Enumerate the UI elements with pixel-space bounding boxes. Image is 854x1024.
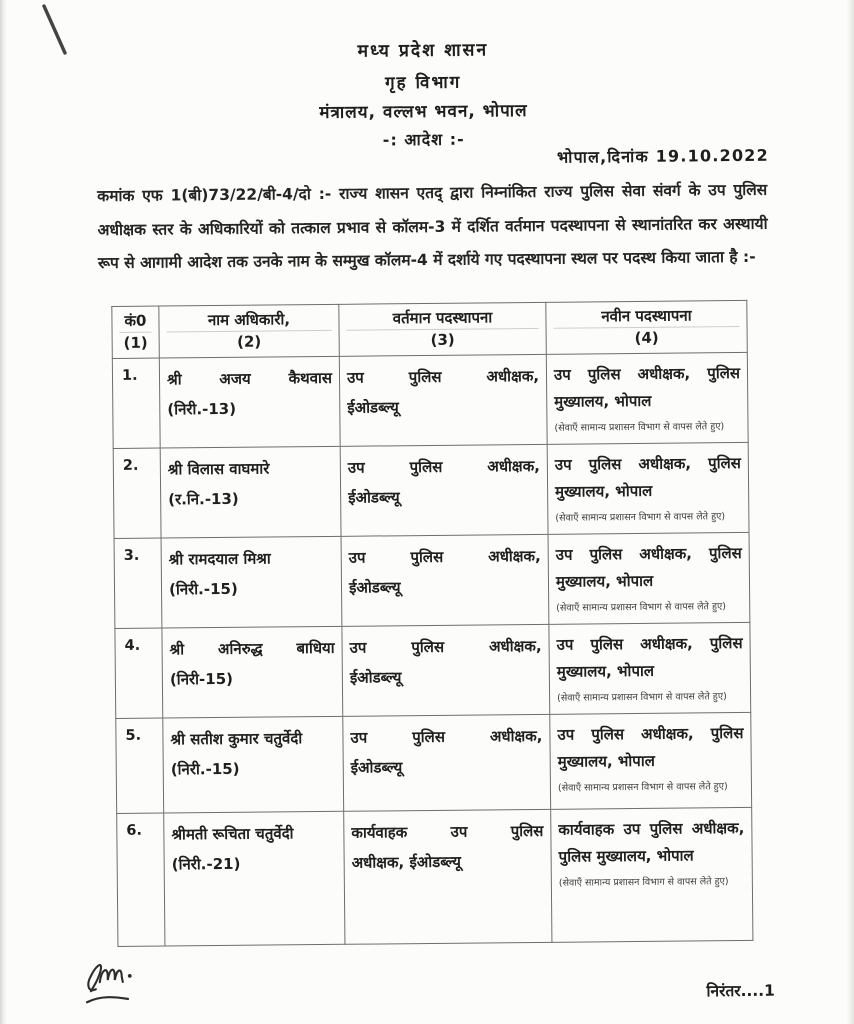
place-date-line: भोपाल,दिनांक 19.10.2022	[556, 145, 769, 167]
new-posting: उप पुलिस अधीक्षक, पुलिस मुख्यालय, भोपाल	[555, 543, 742, 591]
cell-new-posting	[550, 712, 752, 809]
cell-current-posting	[342, 624, 550, 716]
header-new-num: (4)	[634, 328, 659, 348]
header-name	[159, 304, 339, 358]
officer-name: श्री रामदयाल मिश्रा	[168, 549, 271, 569]
postings-table	[111, 300, 753, 947]
current-posting-line1: कार्यवाहक उप पुलिस	[351, 821, 544, 842]
table-row	[113, 442, 749, 538]
current-posting-line2: ईओडब्ल्यू	[349, 668, 402, 687]
cell-current-posting	[341, 534, 549, 626]
current-posting-line2: ईओडब्ल्यू	[348, 488, 400, 507]
header-new-posting	[546, 300, 747, 354]
new-posting: कार्यवाहक उप पुलिस अधीक्षक, पुलिस मुख्यालय, भोपाल	[558, 818, 745, 866]
officer-rank: (निरी.-13)	[167, 399, 237, 419]
cell-sno: 4.	[115, 628, 163, 718]
new-posting-note: (सेवाएँ सामान्य प्रशासन विभाग से वापस लेते हुए)	[554, 421, 725, 434]
continuation-label: निरंतर....1	[706, 981, 776, 1001]
cell-sno: 3.	[114, 538, 162, 628]
cell-new-posting	[547, 442, 749, 534]
new-posting: उप पुलिस अधीक्षक, पुलिस मुख्यालय, भोपाल	[553, 363, 741, 411]
table-row	[112, 352, 748, 448]
cell-name	[159, 356, 340, 448]
current-posting-line1: उप पुलिस अधीक्षक,	[348, 546, 541, 567]
cell-name	[163, 716, 344, 813]
new-posting: उप पुलिस अधीक्षक, पुलिस मुख्यालय, भोपाल	[556, 633, 743, 681]
new-posting: उप पुलिस अधीक्षक, पुलिस मुख्यालय, भोपाल	[554, 453, 741, 501]
new-posting-note: (सेवाएँ सामान्य प्रशासन विभाग से वापस लेते हुए)	[558, 876, 729, 889]
header-sno	[112, 306, 159, 358]
cell-sno: 5.	[116, 718, 164, 813]
new-posting-note: (सेवाएँ सामान्य प्रशासन विभाग से वापस लेते हुए)	[556, 601, 726, 614]
officer-name: श्री सतीश कुमार चतुर्वेदी	[170, 729, 303, 749]
current-posting-line2: ईओडब्ल्यू	[350, 758, 403, 777]
current-posting-line2: ईओडब्ल्यू	[347, 398, 399, 417]
officer-rank: (निरी-15)	[169, 669, 234, 689]
new-posting-note: (सेवाएँ सामान्य प्रशासन विभाग से वापस लेते हुए)	[557, 691, 727, 704]
cell-sno: 6.	[117, 813, 165, 946]
cell-sno: 1.	[112, 358, 160, 448]
current-posting-line1: उप पुलिस अधीक्षक,	[347, 456, 540, 477]
officer-rank: (निरी.-15)	[170, 759, 240, 779]
officer-name: श्री अनिरुद्ध बाधिया	[169, 638, 335, 659]
officer-rank: (र.नि.-13)	[168, 489, 239, 509]
current-posting-line1: उप पुलिस अधीक्षक,	[346, 366, 540, 387]
current-posting-line2: ईओडब्ल्यू	[348, 578, 401, 597]
new-posting-note: (सेवाएँ सामान्य प्रशासन विभाग से वापस लेते हुए)	[555, 511, 726, 524]
header-name-num: (2)	[237, 332, 262, 351]
table-header-row	[112, 300, 747, 358]
officer-name: श्रीमती रूचिता चतुर्वेदी	[171, 824, 294, 844]
cell-new-posting	[551, 807, 753, 942]
table-row	[114, 532, 750, 628]
officer-name: श्री अजय कैथवास	[166, 368, 333, 389]
cell-sno: 2.	[113, 448, 161, 538]
header-sno-title: कं0	[119, 310, 151, 333]
current-posting-line2: अधीक्षक, ईओडब्ल्यू	[351, 852, 462, 872]
cell-name	[162, 626, 343, 718]
officer-rank: (निरी.-21)	[171, 854, 241, 874]
officer-name: श्री विलास वाघमारे	[167, 459, 270, 479]
officer-rank: (निरी.-15)	[168, 579, 238, 599]
current-posting-line1: उप पुलिस अधीक्षक,	[350, 726, 543, 747]
new-posting-note: (सेवाएँ सामान्य प्रशासन विभाग से वापस लेते हुए)	[557, 781, 728, 794]
header-new-title: नवीन पदस्थापना	[553, 304, 739, 329]
cell-current-posting	[339, 354, 547, 446]
header-name-title: नाम अधिकारी,	[166, 308, 331, 333]
header-current-posting	[339, 302, 546, 356]
cell-name	[160, 446, 341, 538]
cell-new-posting	[549, 622, 751, 714]
table-row	[116, 712, 752, 813]
table-row	[117, 807, 753, 946]
cell-current-posting	[344, 809, 552, 944]
header-current-title: वर्तमान पदस्थापना	[346, 306, 538, 331]
address-line: मंत्रालय, वल्लभ भवन, भोपाल	[319, 101, 528, 124]
table-row	[115, 622, 751, 718]
cell-name	[161, 536, 342, 628]
department-title: गृह विभाग	[384, 72, 462, 94]
order-paragraph: कमांक एफ 1(बी)73/22/बी-4/दो :- राज्य शासन एतद् द्वारा निम्नांकित राज्य पुलिस सेवा संवर्ग के उप पुलिस अधीक्षक स्तर के अधिकारियों को तत्काल प्रभाव से कॉलम-3 में दर्शित वर्तमान पदस्थापना से स्थानांतरित कर अस्थायी रूप से आगामी आदेश तक उनके नाम के सम्मुख कॉलम-4 में दर्शाये गए पदस्थापना स्थल पर पदस्थ किया जाता है :-	[97, 180, 768, 273]
signature-scribble-icon	[83, 953, 168, 1012]
cell-current-posting	[343, 714, 551, 811]
header-current-num: (3)	[430, 330, 455, 349]
current-posting-line1: उप पुलिस अधीक्षक,	[349, 636, 542, 657]
cell-name	[164, 811, 345, 946]
cell-current-posting	[340, 444, 548, 536]
cell-new-posting	[548, 532, 750, 624]
cell-new-posting	[546, 352, 748, 444]
order-label: -: आदेश :-	[382, 129, 465, 150]
government-title: मध्य प्रदेश शासन	[357, 40, 489, 62]
new-posting: उप पुलिस अधीक्षक, पुलिस मुख्यालय, भोपाल	[557, 723, 744, 771]
header-sno-num: (1)	[123, 333, 148, 352]
